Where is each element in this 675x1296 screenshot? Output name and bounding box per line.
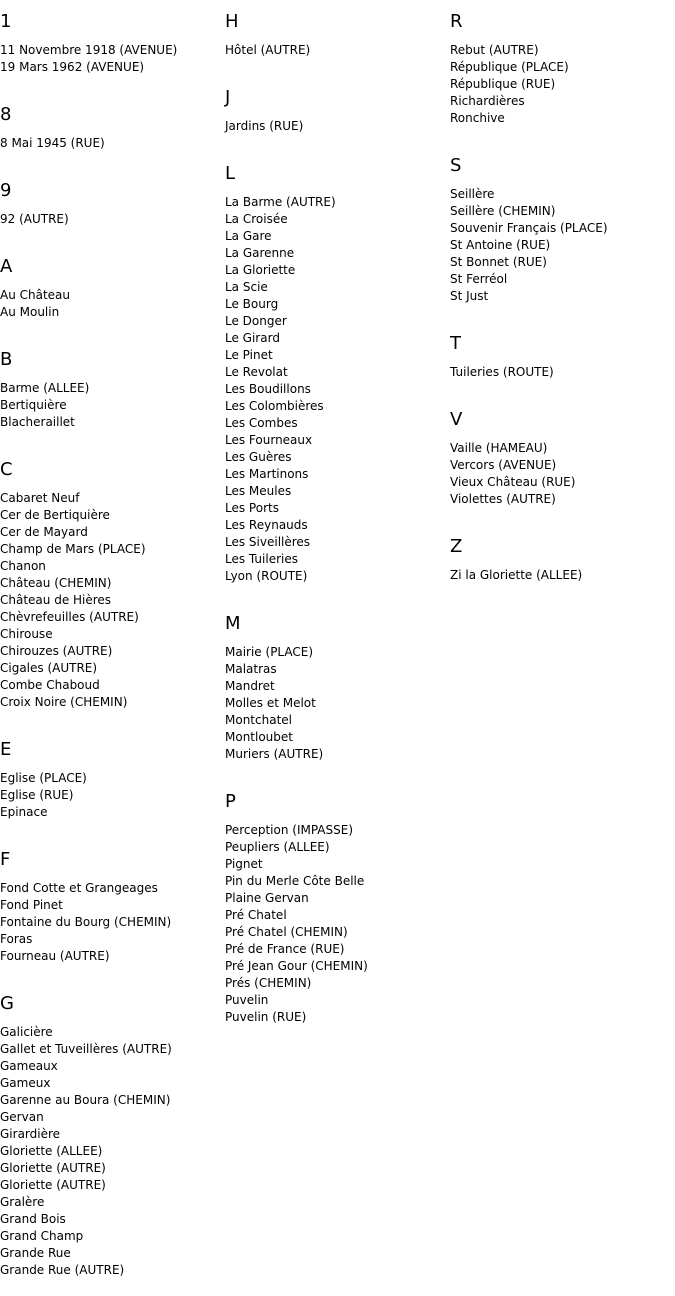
street-entry[interactable]: La Garenne [225, 246, 295, 260]
street-entry[interactable]: Foras [0, 932, 33, 946]
street-entry[interactable]: Gralère [0, 1195, 45, 1209]
street-entry[interactable]: République (RUE) [450, 77, 556, 91]
street-entry[interactable]: Les Siveillères [225, 535, 311, 549]
street-list [0, 135, 225, 152]
street-entry[interactable]: Ronchive [450, 111, 505, 125]
street-entry[interactable]: Croix Noire (CHEMIN) [0, 695, 128, 709]
street-entry[interactable]: 92 (AUTRE) [0, 212, 69, 226]
letter-heading: T [450, 333, 461, 354]
street-entry[interactable]: Gloriette (AUTRE) [0, 1161, 106, 1175]
street-list [450, 42, 675, 127]
street-entry[interactable]: Cer de Bertiquière [0, 508, 110, 522]
street-list [225, 42, 450, 59]
street-entry[interactable]: 11 Novembre 1918 (AVENUE) [0, 43, 178, 57]
street-entry[interactable]: Fond Cotte et Grangeages [0, 881, 158, 895]
street-list [0, 211, 225, 228]
street-entry[interactable]: La Scie [225, 280, 268, 294]
street-entry[interactable]: Grande Rue (AUTRE) [0, 1263, 125, 1277]
letter-group [225, 602, 450, 763]
street-entry[interactable]: Grand Bois [0, 1212, 66, 1226]
street-entry[interactable]: Violettes (AUTRE) [450, 492, 556, 506]
street-entry[interactable]: Peupliers (ALLEE) [225, 840, 330, 854]
street-entry[interactable]: La Gloriette [225, 263, 296, 277]
street-list [0, 42, 225, 76]
street-entry[interactable]: Le Donger [225, 314, 287, 328]
letter-heading: F [0, 849, 11, 870]
street-entry[interactable]: Grande Rue [0, 1246, 71, 1260]
letter-group [0, 838, 225, 965]
letter-group [225, 0, 450, 59]
street-entry[interactable]: Gameaux [0, 1059, 58, 1073]
street-entry[interactable]: Muriers (AUTRE) [225, 747, 324, 761]
street-entry[interactable]: Vaille (HAMEAU) [450, 441, 548, 455]
street-entry[interactable]: Rebut (AUTRE) [450, 43, 539, 57]
street-entry[interactable]: Cer de Mayard [0, 525, 88, 539]
letter-group [0, 448, 225, 711]
street-entry[interactable]: La Gare [225, 229, 272, 243]
letter-heading: M [225, 613, 241, 634]
street-entry[interactable]: Lyon (ROUTE) [225, 569, 308, 583]
street-entry[interactable]: Fond Pinet [0, 898, 63, 912]
letter-group [0, 338, 225, 431]
street-entry[interactable]: Les Fourneaux [225, 433, 313, 447]
street-entry[interactable]: Gallet et Tuveillères (AUTRE) [0, 1042, 172, 1056]
street-list [225, 194, 450, 585]
letter-group [225, 152, 450, 585]
street-entry[interactable]: Le Pinet [225, 348, 273, 362]
street-list [225, 644, 450, 763]
street-entry[interactable]: Pré Jean Gour (CHEMIN) [225, 959, 368, 973]
street-list [0, 770, 225, 821]
street-entry[interactable]: Château de Hières [0, 593, 112, 607]
street-entry[interactable]: Grand Champ [0, 1229, 84, 1243]
street-entry[interactable]: Perception (IMPASSE) [225, 823, 354, 837]
street-entry[interactable]: Plaine Gervan [225, 891, 309, 905]
letter-group [450, 525, 675, 584]
letter-heading: Z [450, 536, 463, 557]
street-entry[interactable]: Garenne au Boura (CHEMIN) [0, 1093, 171, 1107]
street-entry[interactable]: St Ferréol [450, 272, 508, 286]
street-entry[interactable]: Chèvrefeuilles (AUTRE) [0, 610, 139, 624]
letter-group [225, 780, 450, 1026]
street-entry[interactable]: Les Ports [225, 501, 279, 515]
street-entry[interactable]: Zi la Gloriette (ALLEE) [450, 568, 583, 582]
street-entry[interactable]: Château (CHEMIN) [0, 576, 112, 590]
street-entry[interactable]: Jardins (RUE) [225, 119, 304, 133]
letter-heading: A [0, 256, 13, 277]
street-entry[interactable]: Pin du Merle Côte Belle [225, 874, 365, 888]
letter-heading: S [450, 155, 462, 176]
street-entry[interactable]: Cabaret Neuf [0, 491, 80, 505]
street-entry[interactable]: Eglise (RUE) [0, 788, 74, 802]
index-column-2 [225, 0, 450, 1043]
street-entry[interactable]: Tuileries (ROUTE) [450, 365, 554, 379]
street-entry[interactable]: Vercors (AVENUE) [450, 458, 557, 472]
street-entry[interactable]: Puvelin [225, 993, 269, 1007]
letter-heading: L [225, 163, 236, 184]
street-list [450, 364, 675, 381]
street-entry[interactable]: Le Bourg [225, 297, 279, 311]
letter-group [0, 982, 225, 1279]
street-entry[interactable]: Chanon [0, 559, 46, 573]
street-entry[interactable]: Hôtel (AUTRE) [225, 43, 311, 57]
street-entry[interactable]: Gloriette (ALLEE) [0, 1144, 103, 1158]
letter-group [450, 398, 675, 508]
letter-heading: 1 [0, 11, 12, 32]
letter-group [0, 93, 225, 152]
street-entry[interactable]: Galicière [0, 1025, 53, 1039]
street-entry[interactable]: Blacheraillet [0, 415, 75, 429]
street-list [0, 380, 225, 431]
street-entry[interactable]: Pignet [225, 857, 263, 871]
street-entry[interactable]: Champ de Mars (PLACE) [0, 542, 146, 556]
street-entry[interactable]: Les Guères [225, 450, 292, 464]
street-entry[interactable]: Malatras [225, 662, 277, 676]
street-entry[interactable]: Seillère (CHEMIN) [450, 204, 556, 218]
letter-group [450, 0, 675, 127]
street-entry[interactable]: Girardière [0, 1127, 61, 1141]
letter-group [225, 76, 450, 135]
street-entry[interactable]: Chirouse [0, 627, 53, 641]
street-entry[interactable]: 8 Mai 1945 (RUE) [0, 136, 105, 150]
street-list [450, 440, 675, 508]
letter-heading: R [450, 11, 463, 32]
street-entry[interactable]: Les Combes [225, 416, 298, 430]
street-entry[interactable]: Les Boudillons [225, 382, 311, 396]
street-entry[interactable]: Gervan [0, 1110, 44, 1124]
street-entry[interactable]: St Bonnet (RUE) [450, 255, 547, 269]
street-entry[interactable]: Les Reynauds [225, 518, 308, 532]
street-list [0, 287, 225, 321]
street-entry[interactable]: St Just [450, 289, 489, 303]
street-entry[interactable]: Pré Chatel [225, 908, 287, 922]
street-entry[interactable]: Eglise (PLACE) [0, 771, 87, 785]
letter-group [450, 322, 675, 381]
letter-heading: P [225, 791, 236, 812]
street-entry[interactable]: La Barme (AUTRE) [225, 195, 336, 209]
street-entry[interactable]: Montchatel [225, 713, 292, 727]
letter-group [0, 169, 225, 228]
street-entry[interactable]: La Croisée [225, 212, 288, 226]
street-entry[interactable]: République (PLACE) [450, 60, 569, 74]
street-entry[interactable]: Combe Chaboud [0, 678, 100, 692]
street-entry[interactable]: Les Tuileries [225, 552, 298, 566]
street-entry[interactable]: Epinace [0, 805, 48, 819]
street-entry[interactable]: 19 Mars 1962 (AVENUE) [0, 60, 145, 74]
street-entry[interactable]: Pré de France (RUE) [225, 942, 345, 956]
street-entry[interactable]: Montloubet [225, 730, 293, 744]
street-entry[interactable]: Mandret [225, 679, 275, 693]
street-entry[interactable]: Souvenir Français (PLACE) [450, 221, 608, 235]
letter-group [0, 728, 225, 821]
letter-heading: 9 [0, 180, 12, 201]
street-entry[interactable]: Au Château [0, 288, 71, 302]
street-entry[interactable]: Chirouzes (AUTRE) [0, 644, 113, 658]
street-entry[interactable]: Richardières [450, 94, 525, 108]
street-entry[interactable]: Pré Chatel (CHEMIN) [225, 925, 348, 939]
street-entry[interactable]: Prés (CHEMIN) [225, 976, 312, 990]
street-entry[interactable]: Gloriette (AUTRE) [0, 1178, 106, 1192]
letter-heading: J [225, 87, 231, 108]
letter-heading: G [0, 993, 14, 1014]
street-list [0, 1024, 225, 1279]
street-list [0, 880, 225, 965]
street-entry[interactable]: St Antoine (RUE) [450, 238, 551, 252]
street-entry[interactable]: Les Martinons [225, 467, 309, 481]
street-list [450, 567, 675, 584]
street-entry[interactable]: Le Girard [225, 331, 280, 345]
street-entry[interactable]: Fourneau (AUTRE) [0, 949, 110, 963]
street-entry[interactable]: Les Meules [225, 484, 292, 498]
index-column-3 [450, 0, 675, 601]
letter-heading: H [225, 11, 239, 32]
street-entry[interactable]: Bertiquière [0, 398, 67, 412]
letter-heading: V [450, 409, 463, 430]
street-entry[interactable]: Fontaine du Bourg (CHEMIN) [0, 915, 172, 929]
street-entry[interactable]: Molles et Melot [225, 696, 316, 710]
street-entry[interactable]: Seillère [450, 187, 495, 201]
letter-heading: 8 [0, 104, 12, 125]
street-entry[interactable]: Gameux [0, 1076, 51, 1090]
letter-heading: B [0, 349, 13, 370]
letter-group [0, 245, 225, 321]
street-entry[interactable]: Cigales (AUTRE) [0, 661, 98, 675]
letter-group [450, 144, 675, 305]
street-entry[interactable]: Vieux Château (RUE) [450, 475, 576, 489]
index-column-1 [0, 0, 225, 1296]
street-list [225, 822, 450, 1026]
street-entry[interactable]: Le Revolat [225, 365, 288, 379]
letter-group [0, 0, 225, 76]
street-list [225, 118, 450, 135]
street-list [0, 490, 225, 711]
letter-heading: E [0, 739, 12, 760]
street-entry[interactable]: Au Moulin [0, 305, 60, 319]
street-entry[interactable]: Mairie (PLACE) [225, 645, 314, 659]
street-list [450, 186, 675, 305]
letter-heading: C [0, 459, 13, 480]
street-entry[interactable]: Les Colombières [225, 399, 324, 413]
street-entry[interactable]: Puvelin (RUE) [225, 1010, 307, 1024]
street-entry[interactable]: Barme (ALLEE) [0, 381, 90, 395]
